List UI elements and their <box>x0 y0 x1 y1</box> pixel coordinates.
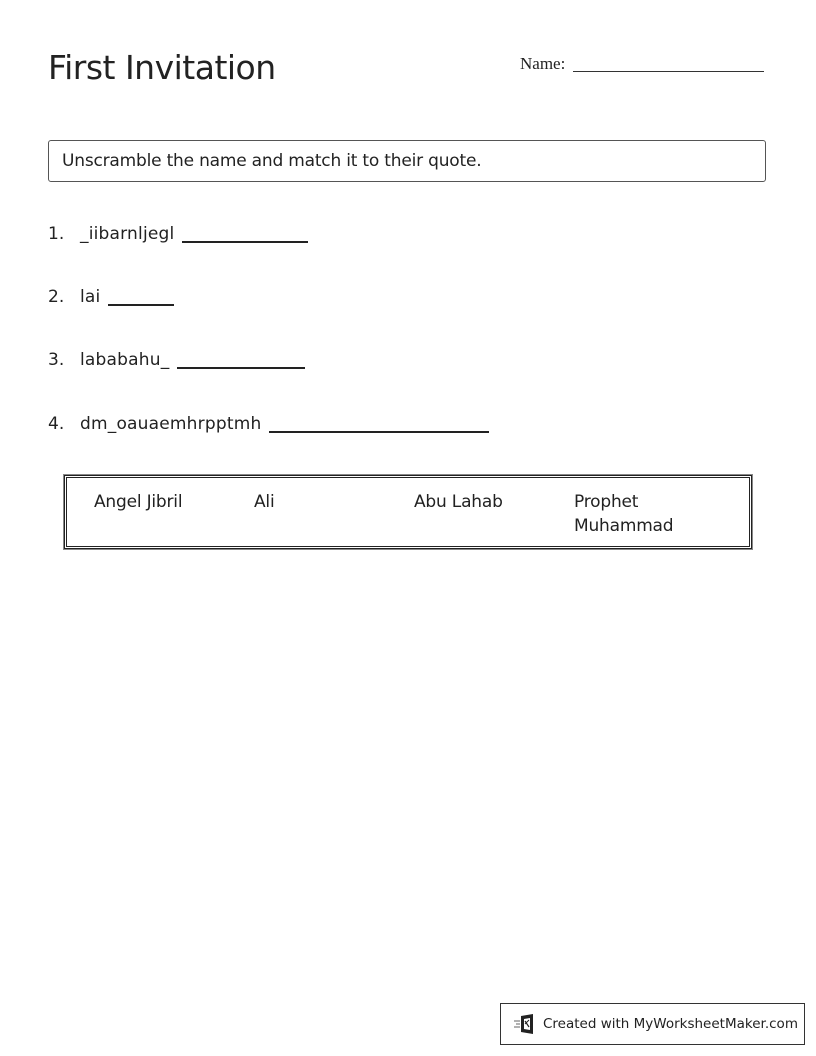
answer-blank[interactable] <box>108 304 174 306</box>
question-number: 3. <box>48 350 65 370</box>
word-bank-item <box>574 490 673 538</box>
footer-badge[interactable] <box>500 1003 805 1045</box>
question-2 <box>48 287 174 307</box>
word-bank-text: Abu Lahab <box>414 492 503 512</box>
word-bank-text: Muhammad <box>574 516 674 536</box>
word-bank-item <box>94 490 182 514</box>
question-4 <box>48 414 489 434</box>
question-3 <box>48 350 305 370</box>
scrambled-word: lai <box>80 287 101 307</box>
question-number: 4. <box>48 414 65 434</box>
word-bank-text: Prophet <box>574 492 639 512</box>
scrambled-word: _iibarnljegl <box>80 224 175 244</box>
answer-blank[interactable] <box>269 431 489 433</box>
footer-text: Created with MyWorksheetMaker.com <box>543 1016 798 1032</box>
name-label: Name: <box>520 54 566 73</box>
question-number: 2. <box>48 287 65 307</box>
instructions-box: Unscramble the name and match it to their quote. <box>48 140 766 182</box>
worksheet-logo-icon <box>513 1013 537 1035</box>
scrambled-word: lababahu_ <box>80 350 170 370</box>
scrambled-word: dm_oauaemhrpptmh <box>80 414 262 434</box>
word-bank-text: Ali <box>254 492 275 512</box>
word-bank-item <box>254 490 274 514</box>
word-bank-text: Angel Jibril <box>94 492 183 512</box>
question-1 <box>48 224 308 244</box>
question-number: 1. <box>48 224 65 244</box>
word-bank-item <box>414 490 503 514</box>
name-blank-line[interactable] <box>573 71 764 72</box>
word-bank <box>64 475 752 549</box>
page-title: First Invitation <box>48 48 276 87</box>
name-field <box>520 54 764 74</box>
answer-blank[interactable] <box>182 241 308 243</box>
answer-blank[interactable] <box>177 367 305 369</box>
